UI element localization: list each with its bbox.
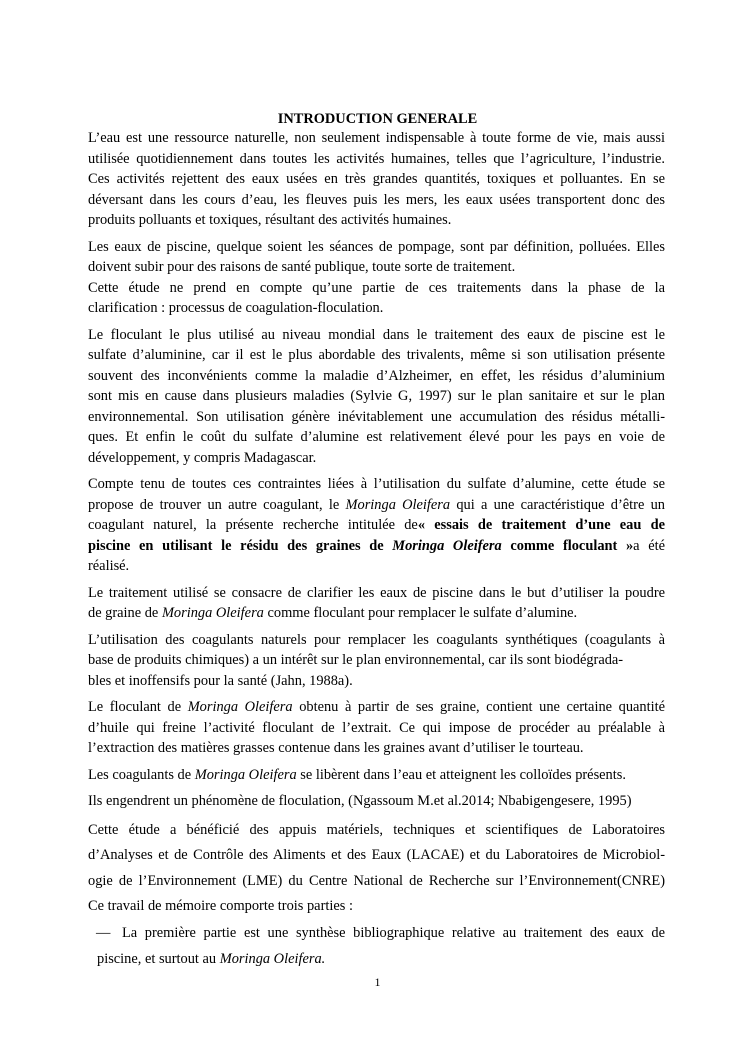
- text-segment: Le floculant de: [88, 699, 182, 715]
- text-line: Ils engendrent un phénomène de floculation, (Ngassoum M.et al.2014; Nbabigengesere, 1995): [88, 793, 632, 809]
- study-title: comme floculant »: [510, 537, 634, 554]
- text-segment: se libèrent dans l’eau et atteignent les colloïdes présents.: [300, 766, 626, 783]
- text-line: Ces activités rejettent des eaux usées en très grandes quantités, toxiques et polluantes. En se: [88, 171, 665, 187]
- text-segment: comme floculant pour remplacer le sulfate d’alumine.: [267, 605, 578, 621]
- text-line: La première partie est une synthèse bibliographique relative au traitement des eaux de: [122, 924, 665, 941]
- species-name: Moringa Oleifera.: [219, 950, 326, 967]
- text-line: L’eau est une ressource naturelle, non seulement indispensable à toute forme de vie, mais aussi: [88, 130, 665, 146]
- text-line: [88, 515, 665, 536]
- text-line: produits polluants et toxiques, résultant des activités humaines.: [88, 212, 452, 228]
- text-line: [88, 946, 665, 972]
- paragraph-coagulants-release: [88, 765, 665, 786]
- text-segment: piscine, et surtout au: [97, 950, 217, 967]
- text-line: Ce travail de mémoire comporte trois parties :: [88, 898, 353, 914]
- text-line: L’utilisation des coagulants naturels pour remplacer les coagulants synthétiques (coagulants à: [88, 631, 665, 648]
- text-segment: de graine de: [88, 605, 159, 621]
- text-segment: propose de trouver un autre coagulant, le: [88, 496, 340, 513]
- text-line: Le floculant le plus utilisé au niveau mondial dans le traitement des eaux de piscine est le: [88, 326, 665, 343]
- text-line: développement, y compris Madagascar.: [88, 449, 317, 466]
- text-line: utilisée quotidiennement dans toutes les activités humaines, telles que l’agriculture, l’industrie.: [88, 150, 665, 167]
- paragraph-oil: [88, 697, 665, 759]
- text-line: clarification : processus de coagulation-floculation.: [88, 300, 384, 316]
- page-title: INTRODUCTION GENERALE: [277, 111, 478, 127]
- text-segment: qui a une caractéristique d’être un: [456, 496, 665, 513]
- species-name: Moringa Oleifera: [187, 699, 293, 715]
- species-name: Moringa Oleifera: [161, 605, 264, 621]
- page-number: 1: [374, 975, 381, 989]
- text-line: souvent des inconvénients comme la maladie d’Alzheimer, en effet, les résidus d’aluminium: [88, 367, 665, 384]
- paragraph-flocculation: [88, 791, 665, 812]
- text-line: [88, 697, 665, 718]
- text-line: Cette étude ne prend en compte qu’une partie de ces traitements dans la phase de la: [88, 279, 665, 296]
- text-line: d’Analyses et de Contrôle des Aliments et des Eaux (LACAE) et du Laboratoires de Microbiol-: [88, 847, 665, 863]
- text-line: [88, 603, 665, 624]
- paragraph-constraints: [88, 474, 665, 577]
- document-body: [88, 128, 665, 972]
- species-name: Moringa Oleifera: [194, 766, 297, 783]
- bullet-dash: —: [96, 924, 111, 941]
- text-line: sulfate d’aluminine, car il est le plus abordable des trivalents, même si son utilisation présente: [88, 347, 665, 363]
- text-line: déversant dans les cours d’eau, les fleuves puis les mers, les eaux usées transportent donc des: [88, 191, 665, 208]
- text-line: base de produits chimiques) a un intérêt sur le plan environnemental, car ils sont biodégrada-: [88, 652, 624, 668]
- list-item-first-line: [88, 920, 665, 946]
- paragraph-natural-coagulants: [88, 630, 665, 692]
- text-line: sont mis en cause dans plusieurs maladies (Sylvie G, 1997) sur le plan sanitaire et sur le plan: [88, 388, 665, 404]
- text-line: ogie de l’Environnement (LME) du Centre National de Recherche sur l’Environnement(CNRE): [88, 872, 665, 889]
- paragraph-intro: [88, 128, 665, 231]
- text-line: Cette étude a bénéficié des appuis matériels, techniques et scientifiques de Laboratoires: [88, 821, 665, 838]
- paragraph-treatment: [88, 583, 665, 624]
- text-segment: obtenu à partir de ses graine, contient une certaine quantité: [299, 699, 665, 715]
- text-segment: a été: [633, 537, 665, 554]
- species-name: Moringa Oleifera: [392, 537, 502, 554]
- study-title: piscine en utilisant le résidu des graines de: [88, 537, 384, 554]
- species-name: Moringa Oleifera: [345, 496, 451, 513]
- list-item: [88, 920, 665, 972]
- text-line: [88, 495, 665, 516]
- text-line: [88, 765, 665, 786]
- text-line: Le traitement utilisé se consacre de clarifier les eaux de piscine dans le but d’utiliser la poudre: [88, 584, 665, 601]
- text-line: l’extraction des matières grasses contenue dans les graines avant d’utiliser le tourteau.: [88, 740, 584, 756]
- text-line: environnemental. Son utilisation génère inévitablement une accumulation des résidus métalli-: [88, 408, 665, 425]
- text-segment: coagulant naturel, la présente recherche intitulée de: [88, 517, 418, 533]
- paragraph-flocculant: [88, 325, 665, 469]
- paragraph-pool-water: [88, 237, 665, 319]
- text-line: ques. Et enfin le coût du sulfate d’alumine est relativement élevé pour les pays en voie de: [88, 429, 665, 445]
- text-line: réalisé.: [88, 558, 130, 574]
- text-line: d’huile qui freine l’activité floculant de l’extrait. Ce qui impose de procéder au préalable à: [88, 719, 665, 736]
- text-line: Compte tenu de toutes ces contraintes liées à l’utilisation du sulfate d’alumine, cette étude se: [88, 476, 665, 492]
- paragraph-acknowledgement: [88, 818, 665, 920]
- study-title: « essais de traitement d’une eau de: [417, 517, 665, 533]
- text-line: doivent subir pour des raisons de santé publique, toute sorte de traitement.: [88, 259, 516, 275]
- text-line: Les eaux de piscine, quelque soient les séances de pompage, sont par définition, polluées. Elles: [88, 238, 665, 255]
- text-segment: Les coagulants de: [88, 766, 192, 783]
- text-line: bles et inoffensifs pour la santé (Jahn, 1988a).: [88, 672, 353, 689]
- text-line: [88, 536, 665, 557]
